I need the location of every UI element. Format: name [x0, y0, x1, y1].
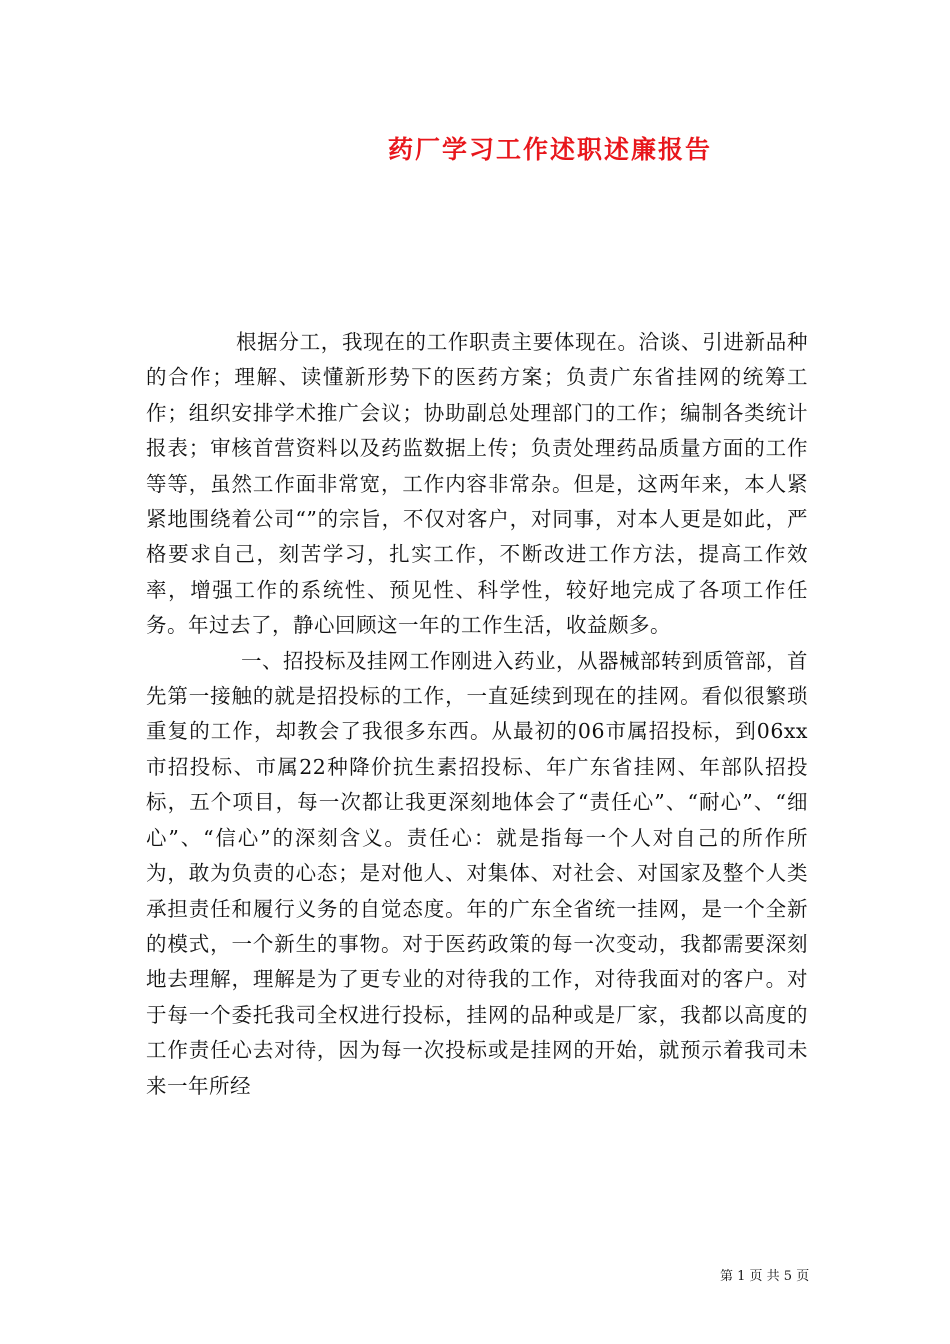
page-number-footer: 第 1 页 共 5 页: [720, 1269, 810, 1284]
paragraph: 根据分工，我现在的工作职责主要体现在。洽谈、引进新品种的合作；理解、读懂新形势下的医药方案；负责广东省挂网的统筹工作；组织安排学术推广会议；协助副总处理部门的工作；编制各类统计报表；审核首营资料以及药监数据上传；负责处理药品质量方面的工作等等，虽然工作面非常宽，工作内容非常杂。但是，这两年来，本人紧紧地围绕着公司“”的宗旨，不仅对客户，对同事，对本人更是如此，严格要求自己，刻苦学习，扎实工作，不断改进工作方法，提高工作效率，增强工作的系统性、预见性、科学性，较好地完成了各项工作任务。年过去了，静心回顾这一年的工作生活，收益颇多。: [146, 330, 808, 638]
paragraph: 一、招投标及挂网工作刚进入药业，从器械部转到质管部，首先第一接触的就是招投标的工作，一直延续到现在的挂网。看似很繁琐重复的工作，却教会了我很多东西。从最初的06市属招投标，到06xx市招投标、市属22种降价抗生素招投标、年广东省挂网、年部队招投标，五个项目，每一次都让我更深刻地体会了“责任心”、“耐心”、“细心”、“信心”的深刻含义。责任心：就是指每一个人对自己的所作所为，敢为负责的心态；是对他人、对集体、对社会、对国家及整个人类承担责任和履行义务的自觉态度。年的广东全省统一挂网，是一个全新的模式，一个新生的事物。对于医药政策的每一次变动，我都需要深刻地去理解，理解是为了更专业的对待我的工作，对待我面对的客户。对于每一个委托我司全权进行投标，挂网的品种或是厂家，我都以高度的工作责任心去对待，因为每一次投标或是挂网的开始，就预示着我司未来一年所经: [146, 648, 808, 1098]
document-body: [146, 325, 808, 1104]
document-title: 药厂学习工作述职述廉报告: [387, 135, 712, 164]
